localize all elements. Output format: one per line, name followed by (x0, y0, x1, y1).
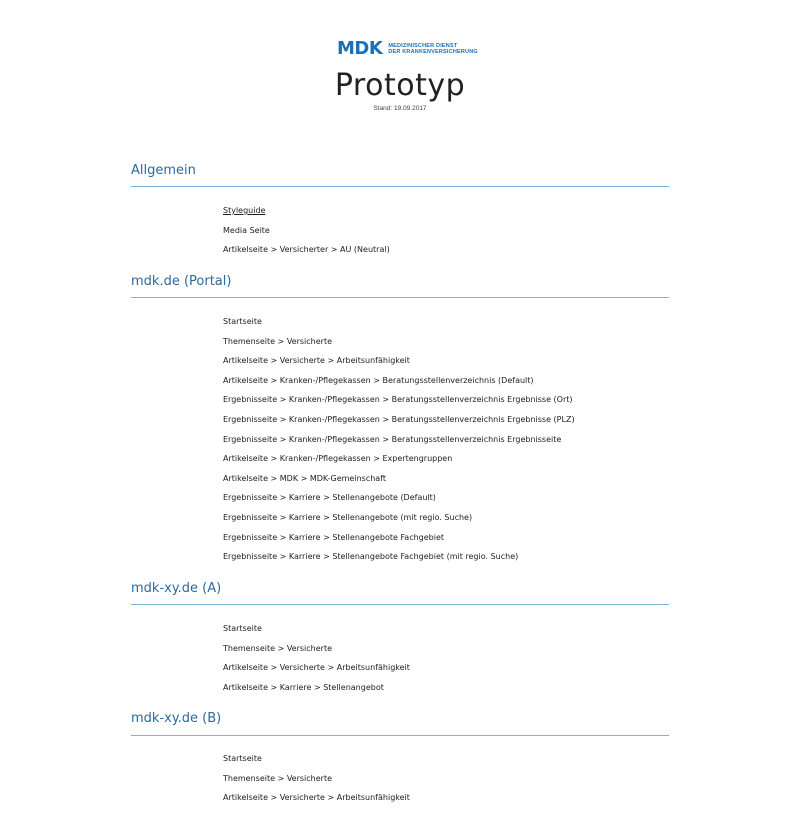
page-link[interactable]: Styleguide (223, 206, 266, 215)
page-link[interactable]: Media Seite (223, 225, 270, 235)
logo-wordmark: MDK (337, 38, 383, 59)
page-link[interactable]: Startseite (223, 317, 262, 326)
page-link[interactable]: Ergebnisseite > Karriere > Stellenangebote (mit regio. Suche) (223, 513, 473, 522)
section-title: mdk-xy.de (B) (131, 711, 222, 726)
page-title: Prototyp (334, 68, 466, 103)
section-divider (131, 186, 669, 187)
page-link[interactable]: Ergebnisseite > Kranken-/Pflegekassen > Beratungsstellenverzeichnis Ergebnisse (PLZ) (223, 415, 575, 424)
page-link[interactable]: Artikelseite > Versicherte > Arbeitsunfähigkeit (223, 356, 410, 366)
page-link[interactable]: Themenseite > Versicherte (223, 336, 333, 346)
page-link[interactable]: Artikelseite > Versicherter > AU (Neutral) (223, 245, 390, 255)
page-link[interactable]: Ergebnisseite > Karriere > Stellenangebote Fachgebiet (223, 532, 445, 542)
section-title: mdk.de (Portal) (131, 274, 232, 289)
section-title: mdk-xy.de (A) (131, 581, 222, 596)
page-link[interactable]: Startseite (223, 624, 262, 633)
section-title: Allgemein (131, 163, 196, 178)
logo-subtitle-line1: MEDIZINISCHER DIENST (388, 42, 458, 49)
page-link[interactable]: Artikelseite > Karriere > Stellenangebot (223, 682, 384, 692)
section-divider (131, 297, 669, 298)
page-link[interactable]: Artikelseite > Versicherte > Arbeitsunfähigkeit (223, 663, 410, 673)
page-link[interactable]: Artikelseite > MDK > MDK-Gemeinschaft (223, 473, 386, 483)
page-link[interactable]: Themenseite > Versicherte (223, 773, 333, 783)
page-link[interactable]: Ergebnisseite > Karriere > Stellenangebote Fachgebiet (mit regio. Suche) (223, 552, 519, 562)
section-divider (131, 735, 669, 736)
page-link[interactable]: Startseite (223, 754, 262, 763)
page-link[interactable]: Artikelseite > Kranken-/Pflegekassen > Expertengruppen (223, 454, 453, 464)
page-link[interactable]: Artikelseite > Kranken-/Pflegekassen > Beratungsstellenverzeichnis (Default) (223, 375, 534, 385)
page-header (0, 0, 800, 130)
mdk-logo[interactable] (337, 39, 478, 59)
logo-subtitle-line2: DER KRANKENVERSICHERUNG (388, 49, 478, 55)
page-link[interactable]: Artikelseite > Versicherte > Arbeitsunfähigkeit (223, 793, 410, 803)
page-link[interactable]: Themenseite > Versicherte (223, 643, 333, 653)
page-link[interactable]: Ergebnisseite > Karriere > Stellenangebote (Default) (223, 493, 436, 503)
logo-subtitle (388, 43, 478, 56)
page-link[interactable]: Ergebnisseite > Kranken-/Pflegekassen > Beratungsstellenverzeichnis Ergebnisse (Ort) (223, 395, 573, 405)
section-divider (131, 604, 669, 605)
stand-date: Stand: 19.09.2017 (373, 105, 427, 112)
page-link[interactable]: Ergebnisseite > Kranken-/Pflegekassen > Beratungsstellenverzeichnis Ergebnisseite (223, 434, 562, 444)
